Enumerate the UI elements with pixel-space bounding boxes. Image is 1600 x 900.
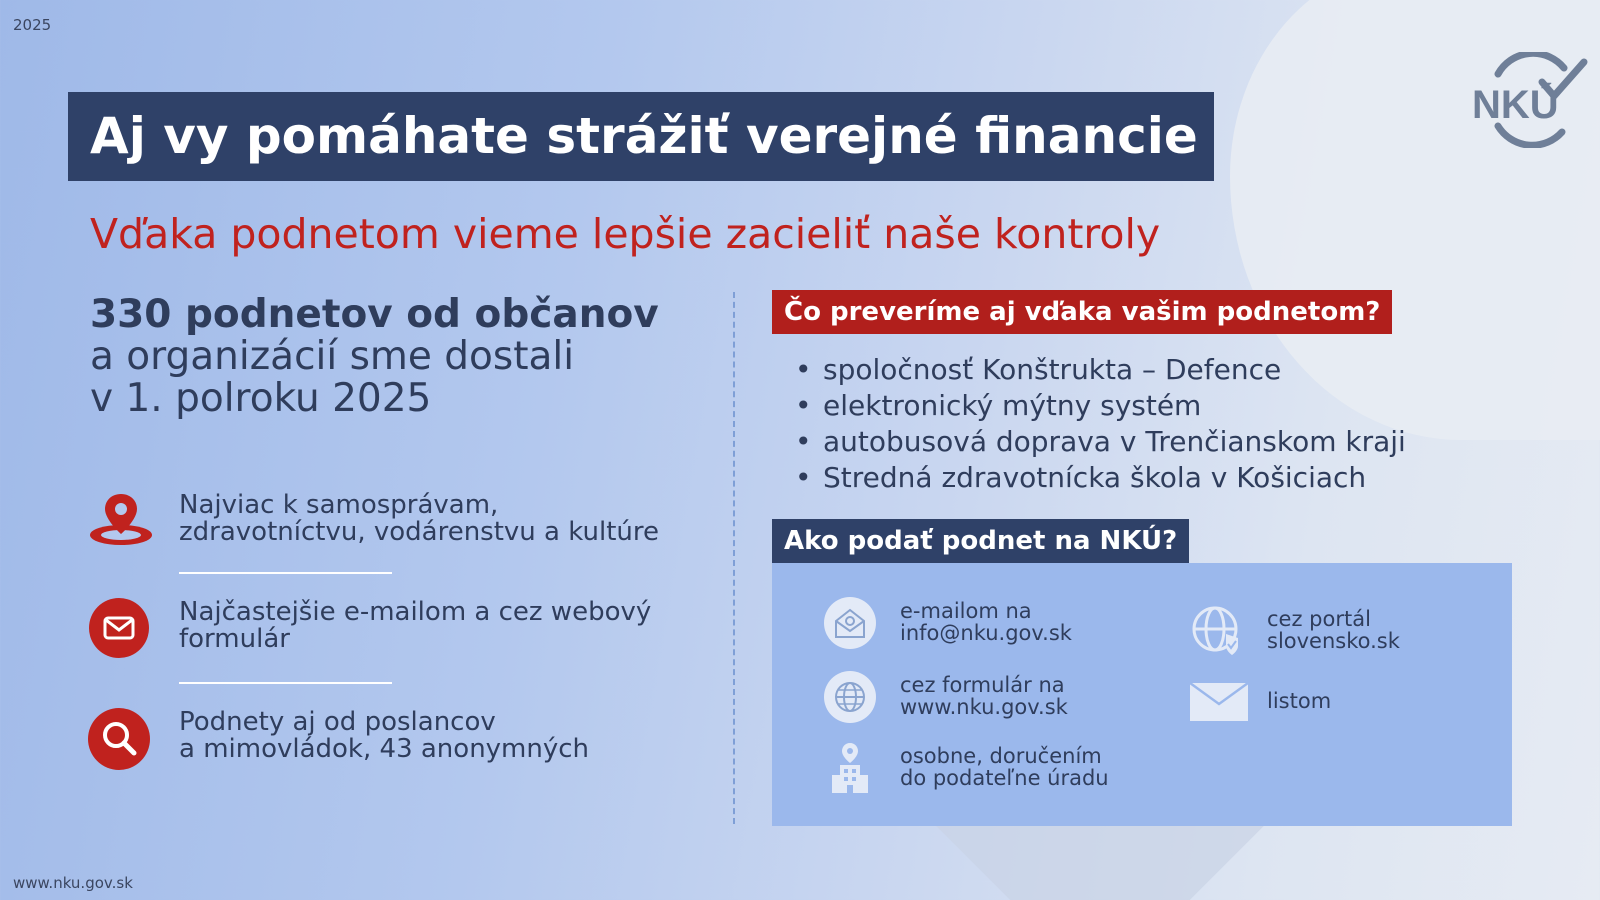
- method-text: do podateľne úradu: [900, 766, 1109, 790]
- page-subtitle: Vďaka podnetom vieme lepšie zacieliť naše kontroly: [90, 210, 1161, 258]
- method-text: osobne, doručením: [900, 744, 1102, 768]
- feature-text: a mimovládok, 43 anonymných: [179, 734, 590, 764]
- method-text: cez portál: [1267, 607, 1371, 631]
- list-item: • spoločnosť Konštrukta – Defence: [795, 352, 1406, 388]
- how-box: [772, 563, 1512, 826]
- envelope-icon: [1190, 676, 1248, 730]
- vertical-divider: [733, 292, 735, 824]
- office-building-icon: [823, 741, 877, 795]
- divider: [179, 682, 392, 684]
- year-label: 2025: [13, 16, 52, 34]
- globe-icon: [823, 670, 877, 724]
- method-text: listom: [1267, 689, 1332, 713]
- stat-line: 330 podnetov od občanov: [90, 292, 659, 337]
- feature-text: Podnety aj od poslancov: [179, 707, 496, 737]
- method-text: info@nku.gov.sk: [900, 621, 1072, 645]
- list-item: • autobusová doprava v Trenčianskom kraji: [795, 424, 1406, 460]
- how-heading: Ako podať podnet na NKÚ?: [772, 519, 1189, 563]
- email-at-icon: [823, 596, 877, 650]
- checks-heading: Čo preveríme aj vďaka vašim podnetom?: [772, 290, 1392, 334]
- feature-text: zdravotníctvu, vodárenstvu a kultúre: [179, 517, 659, 547]
- nku-logo: [1468, 52, 1590, 148]
- divider: [179, 572, 392, 574]
- method-text: e-mailom na: [900, 599, 1032, 623]
- search-icon: [88, 707, 154, 773]
- method-text: www.nku.gov.sk: [900, 695, 1068, 719]
- feature-text: Najčastejšie e-mailom a cez webový: [179, 597, 652, 627]
- list-item: • elektronický mýtny systém: [795, 388, 1406, 424]
- feature-text: formulár: [179, 624, 290, 654]
- checks-list: [795, 352, 1406, 496]
- feature-item: [88, 490, 728, 560]
- feature-item: [88, 707, 728, 777]
- feature-text: Najviac k samosprávam,: [179, 490, 499, 520]
- globe-shield-icon: [1190, 604, 1244, 658]
- footer-url: www.nku.gov.sk: [13, 874, 133, 892]
- stat-line: a organizácií sme dostali: [90, 334, 575, 379]
- location-pin-icon: [88, 490, 154, 556]
- method-text: cez formulár na: [900, 673, 1065, 697]
- method-text: slovensko.sk: [1267, 629, 1400, 653]
- feature-item: [88, 597, 728, 667]
- stat-line: v 1. polroku 2025: [90, 376, 432, 421]
- statistic-block: [90, 294, 659, 420]
- mail-icon: [88, 597, 154, 663]
- page-title: Aj vy pomáhate strážiť verejné financie: [68, 92, 1214, 181]
- logo-text: NKÚ: [1472, 83, 1559, 127]
- list-item: • Stredná zdravotnícka škola v Košiciach: [795, 460, 1406, 496]
